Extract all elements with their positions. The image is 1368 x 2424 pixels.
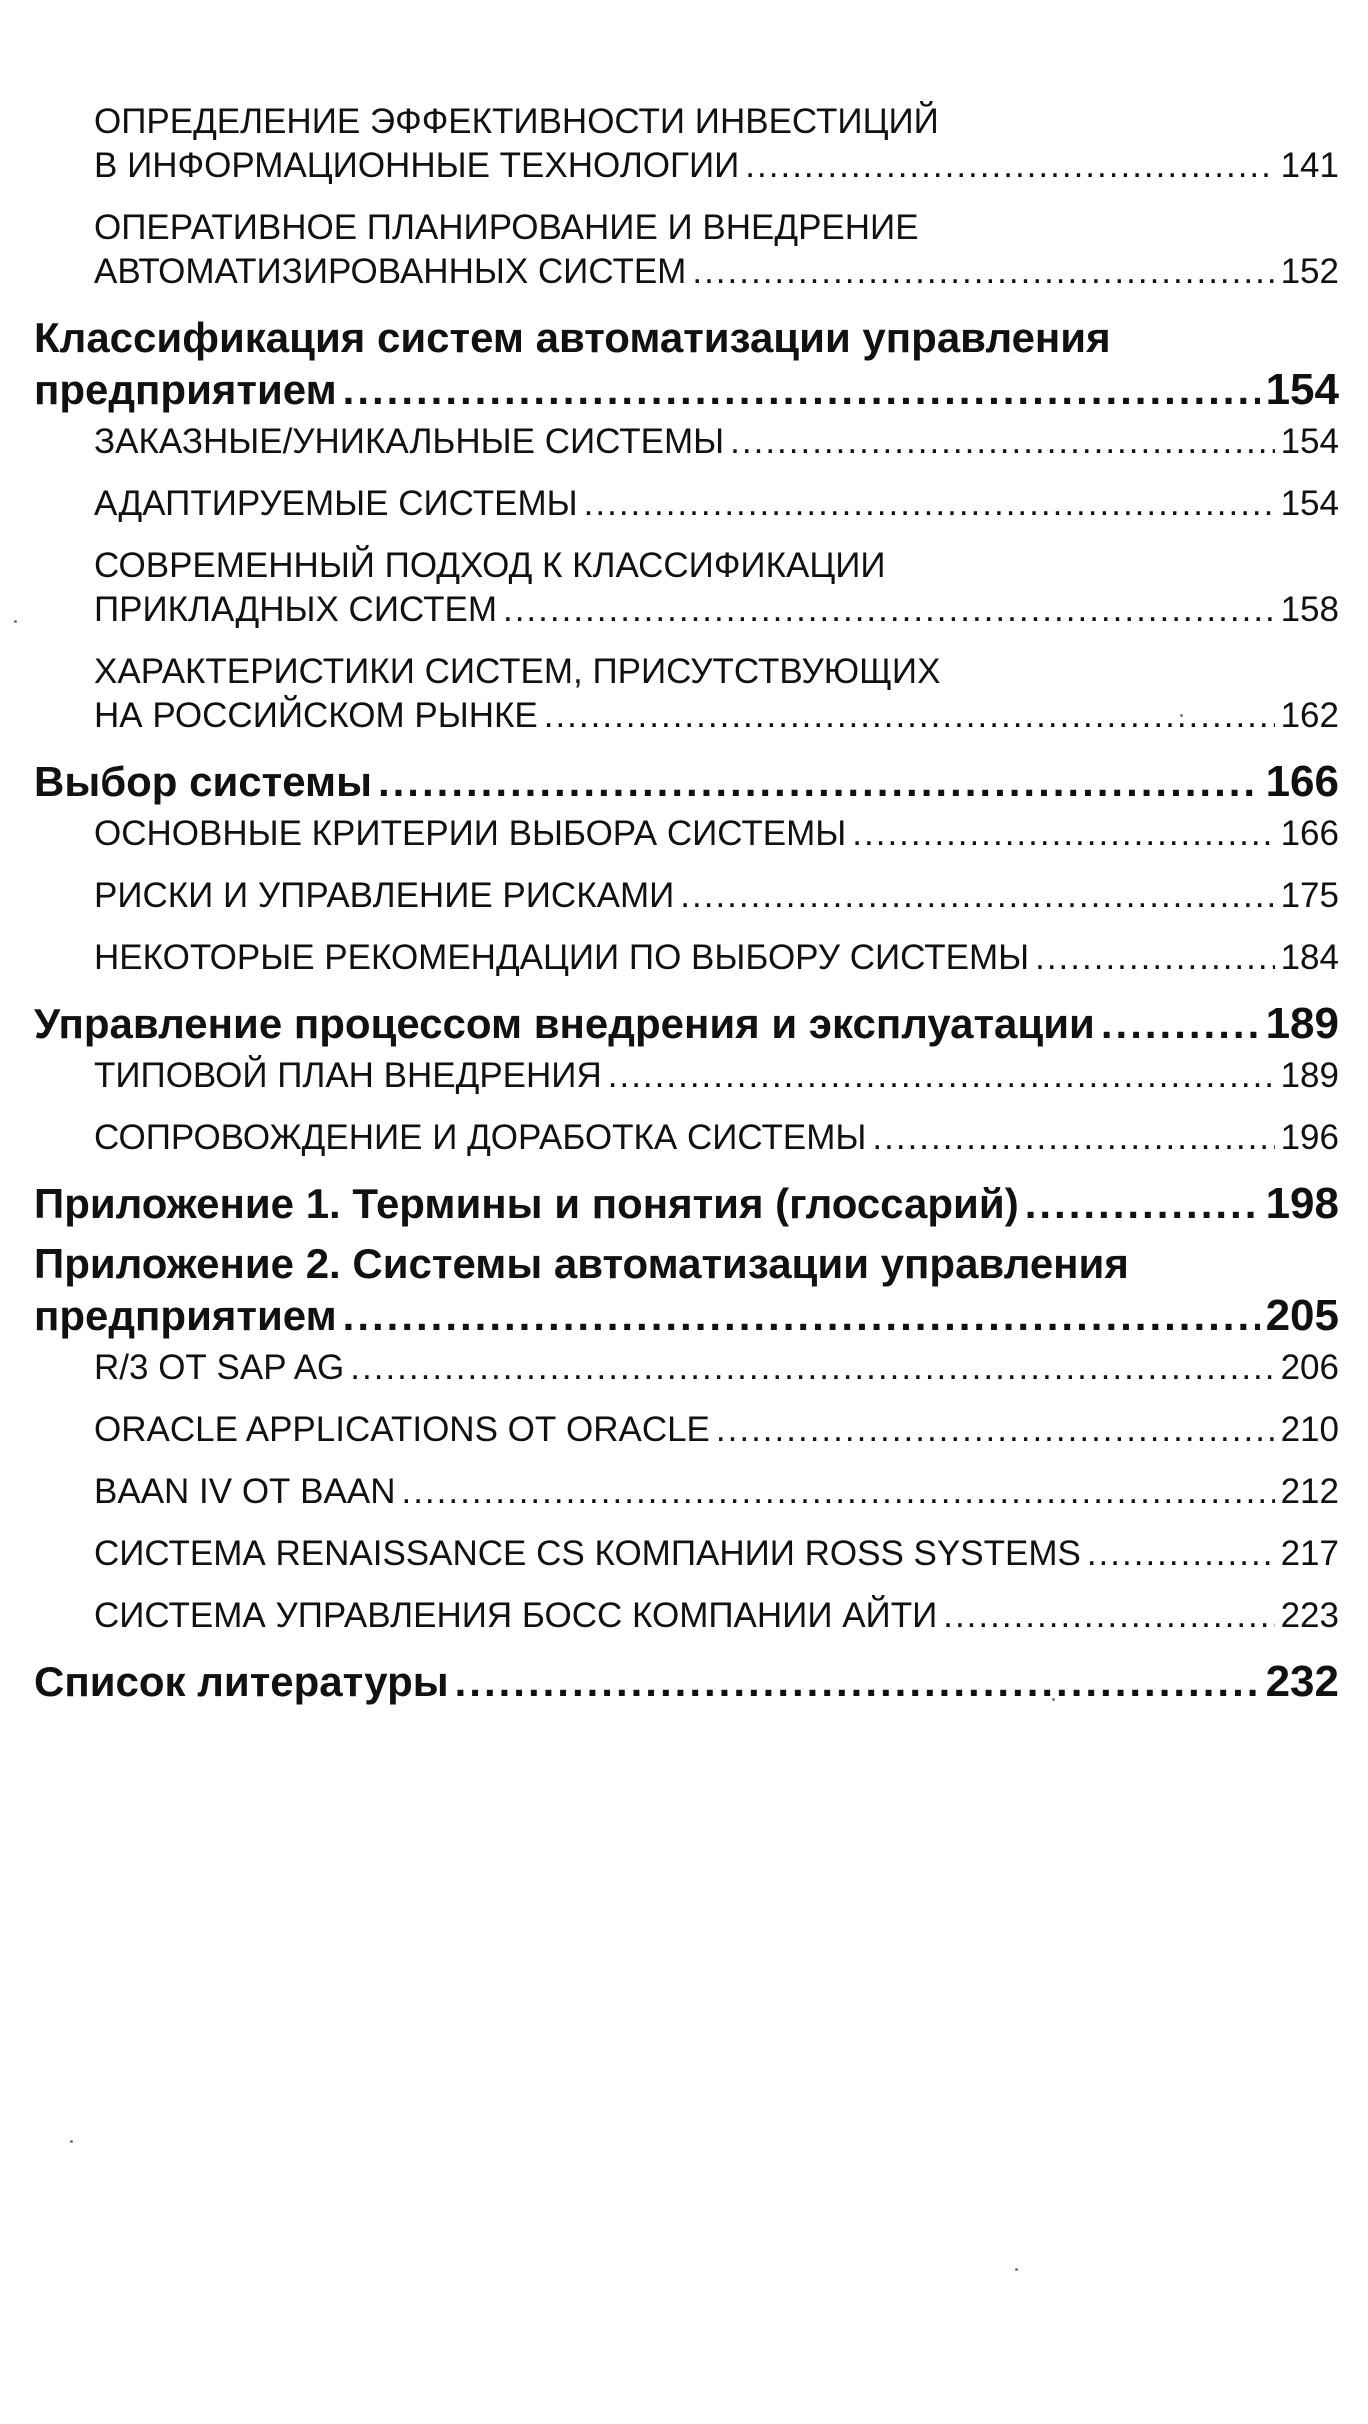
toc-entry-title: НА РОССИЙСКОМ РЫНКЕ — [94, 696, 538, 735]
toc-entry-title: Приложение 1. Термины и понятия (глоссарий) — [34, 1180, 1019, 1227]
toc-entry-line — [94, 694, 1339, 738]
toc-entry-title: Выбор системы — [34, 758, 372, 805]
toc-entry-title: ПРИКЛАДНЫХ СИСТЕМ — [94, 590, 497, 629]
toc-entry-title: ОСНОВНЫЕ КРИТЕРИИ ВЫБОРА СИСТЕМЫ — [94, 814, 847, 853]
toc-entry-line — [94, 812, 1339, 856]
dot-leader — [343, 1290, 1260, 1342]
dot-leader — [544, 694, 1275, 738]
dot-leader — [455, 1656, 1260, 1708]
toc-entry-line — [94, 874, 1339, 918]
toc-section-entry — [34, 1238, 1339, 1342]
toc-page-number: 210 — [1280, 1410, 1339, 1449]
toc-entry-title: СИСТЕМА RENAISSANCE CS КОМПАНИИ ROSS SYSTEMS — [94, 1534, 1081, 1573]
toc-subsection-entry — [34, 1116, 1339, 1160]
dot-leader — [503, 588, 1275, 632]
toc-entry-line — [94, 1408, 1339, 1452]
toc-entry-title: R/3 ОТ SAP AG — [94, 1348, 345, 1387]
toc-page-number: 189 — [1280, 1056, 1339, 1095]
toc-section-entry — [34, 1656, 1339, 1708]
toc-entry-title: АДАПТИРУЕМЫЕ СИСТЕМЫ — [94, 484, 578, 523]
toc-entry-title: РИСКИ И УПРАВЛЕНИЕ РИСКАМИ — [94, 876, 675, 915]
dot-leader — [343, 364, 1260, 416]
toc-page-number: 175 — [1280, 876, 1339, 915]
toc-subsection-entry — [34, 1532, 1339, 1576]
toc-subsection-entry — [34, 1408, 1339, 1452]
scan-speck — [14, 620, 17, 623]
toc-page-number: 152 — [1280, 252, 1339, 291]
toc-entry-line — [34, 1178, 1339, 1230]
dot-leader — [852, 812, 1274, 856]
toc-page-number: 189 — [1265, 999, 1339, 1048]
toc-subsection-entry — [34, 1594, 1339, 1638]
toc-entry-line — [94, 936, 1339, 980]
toc-subsection-entry — [34, 812, 1339, 856]
toc-page-number: 206 — [1280, 1348, 1339, 1387]
dot-leader — [730, 420, 1274, 464]
dot-leader — [692, 250, 1274, 294]
dot-leader — [1035, 936, 1274, 980]
dot-leader — [943, 1594, 1274, 1638]
toc-entry-line — [34, 998, 1339, 1050]
toc-page-number: 162 — [1280, 696, 1339, 735]
toc-entry-title: АВТОМАТИЗИРОВАННЫХ СИСТЕМ — [94, 252, 687, 291]
toc-entry-line — [94, 1054, 1339, 1098]
toc-subsection-entry — [34, 206, 1339, 294]
toc-page-number: 212 — [1280, 1472, 1339, 1511]
toc-page-number: 217 — [1280, 1534, 1339, 1573]
toc-entry-line — [34, 756, 1339, 808]
table-of-contents — [34, 100, 1339, 1708]
toc-page-number: 166 — [1265, 757, 1339, 806]
dot-leader — [745, 144, 1274, 188]
toc-page-number: 158 — [1280, 590, 1339, 629]
dot-leader — [350, 1346, 1274, 1390]
scan-speck — [1015, 2268, 1018, 2271]
toc-entry-title: СОПРОВОЖДЕНИЕ И ДОРАБОТКА СИСТЕМЫ — [94, 1118, 867, 1157]
dot-leader — [1025, 1178, 1260, 1230]
toc-section-entry — [34, 756, 1339, 808]
toc-subsection-entry — [34, 1470, 1339, 1514]
toc-entry-line — [34, 364, 1339, 416]
toc-entry-title-line: ХАРАКТЕРИСТИКИ СИСТЕМ, ПРИСУТСТВУЮЩИХ — [94, 652, 941, 691]
toc-entry-line — [94, 144, 1339, 188]
toc-entry-line — [94, 420, 1339, 464]
toc-subsection-entry — [34, 1346, 1339, 1390]
toc-entry-line — [34, 1290, 1339, 1342]
toc-subsection-entry — [34, 874, 1339, 918]
toc-page-number: 198 — [1265, 1179, 1339, 1228]
toc-entry-title-line: ОПЕРАТИВНОЕ ПЛАНИРОВАНИЕ И ВНЕДРЕНИЕ — [94, 208, 919, 247]
toc-entry-title-line: Классификация систем автоматизации управления — [34, 314, 1111, 361]
scan-speck — [70, 2140, 73, 2143]
toc-entry-line — [94, 1346, 1339, 1390]
scan-speck — [1052, 1698, 1055, 1701]
toc-section-entry — [34, 1178, 1339, 1230]
toc-entry-line — [34, 1656, 1339, 1708]
toc-entry-line — [94, 1594, 1339, 1638]
toc-page-number: 154 — [1280, 484, 1339, 523]
toc-entry-title: СИСТЕМА УПРАВЛЕНИЯ БОСС КОМПАНИИ АЙТИ — [94, 1596, 938, 1635]
dot-leader — [608, 1054, 1275, 1098]
toc-page-number: 232 — [1265, 1657, 1339, 1706]
toc-page-number: 184 — [1280, 938, 1339, 977]
toc-page-number: 154 — [1265, 365, 1339, 414]
toc-page-number: 196 — [1280, 1118, 1339, 1157]
dot-leader — [1101, 998, 1260, 1050]
toc-section-entry — [34, 312, 1339, 416]
toc-subsection-entry — [34, 420, 1339, 464]
toc-subsection-entry — [34, 936, 1339, 980]
dot-leader — [680, 874, 1274, 918]
toc-entry-title: BAAN IV ОТ BAAN — [94, 1472, 396, 1511]
dot-leader — [716, 1408, 1275, 1452]
toc-entry-title-line: СОВРЕМЕННЫЙ ПОДХОД К КЛАССИФИКАЦИИ — [94, 546, 886, 585]
toc-subsection-entry — [34, 100, 1339, 188]
toc-entry-line — [94, 250, 1339, 294]
toc-entry-line — [94, 1532, 1339, 1576]
toc-entry-title: предприятием — [34, 366, 337, 413]
toc-entry-line — [94, 1116, 1339, 1160]
toc-entry-title: В ИНФОРМАЦИОННЫЕ ТЕХНОЛОГИИ — [94, 146, 740, 185]
scan-speck — [1180, 714, 1183, 717]
toc-subsection-entry — [34, 1054, 1339, 1098]
toc-entry-line — [94, 1470, 1339, 1514]
toc-entry-line — [94, 482, 1339, 526]
toc-page-number: 166 — [1280, 814, 1339, 853]
toc-page-number: 154 — [1280, 422, 1339, 461]
toc-page-number: 205 — [1265, 1291, 1339, 1340]
toc-entry-title: предприятием — [34, 1292, 337, 1339]
toc-subsection-entry — [34, 544, 1339, 632]
toc-subsection-entry — [34, 482, 1339, 526]
dot-leader — [401, 1470, 1274, 1514]
dot-leader — [872, 1116, 1274, 1160]
toc-entry-line — [94, 588, 1339, 632]
toc-entry-title: ЗАКАЗНЫЕ/УНИКАЛЬНЫЕ СИСТЕМЫ — [94, 422, 725, 461]
toc-entry-title: ORACLE APPLICATIONS ОТ ORACLE — [94, 1410, 710, 1449]
dot-leader — [378, 756, 1260, 808]
toc-section-entry — [34, 998, 1339, 1050]
toc-entry-title: Список литературы — [34, 1658, 449, 1705]
toc-page-number: 223 — [1280, 1596, 1339, 1635]
toc-page-number: 141 — [1280, 146, 1339, 185]
toc-entry-title: Управление процессом внедрения и эксплуатации — [34, 1000, 1095, 1047]
toc-entry-title-line: ОПРЕДЕЛЕНИЕ ЭФФЕКТИВНОСТИ ИНВЕСТИЦИЙ — [94, 102, 939, 141]
toc-entry-title: НЕКОТОРЫЕ РЕКОМЕНДАЦИИ ПО ВЫБОРУ СИСТЕМЫ — [94, 938, 1030, 977]
dot-leader — [1087, 1532, 1275, 1576]
toc-entry-title-line: Приложение 2. Системы автоматизации управления — [34, 1240, 1129, 1287]
dot-leader — [584, 482, 1275, 526]
toc-entry-title: ТИПОВОЙ ПЛАН ВНЕДРЕНИЯ — [94, 1056, 602, 1095]
toc-subsection-entry — [34, 650, 1339, 738]
